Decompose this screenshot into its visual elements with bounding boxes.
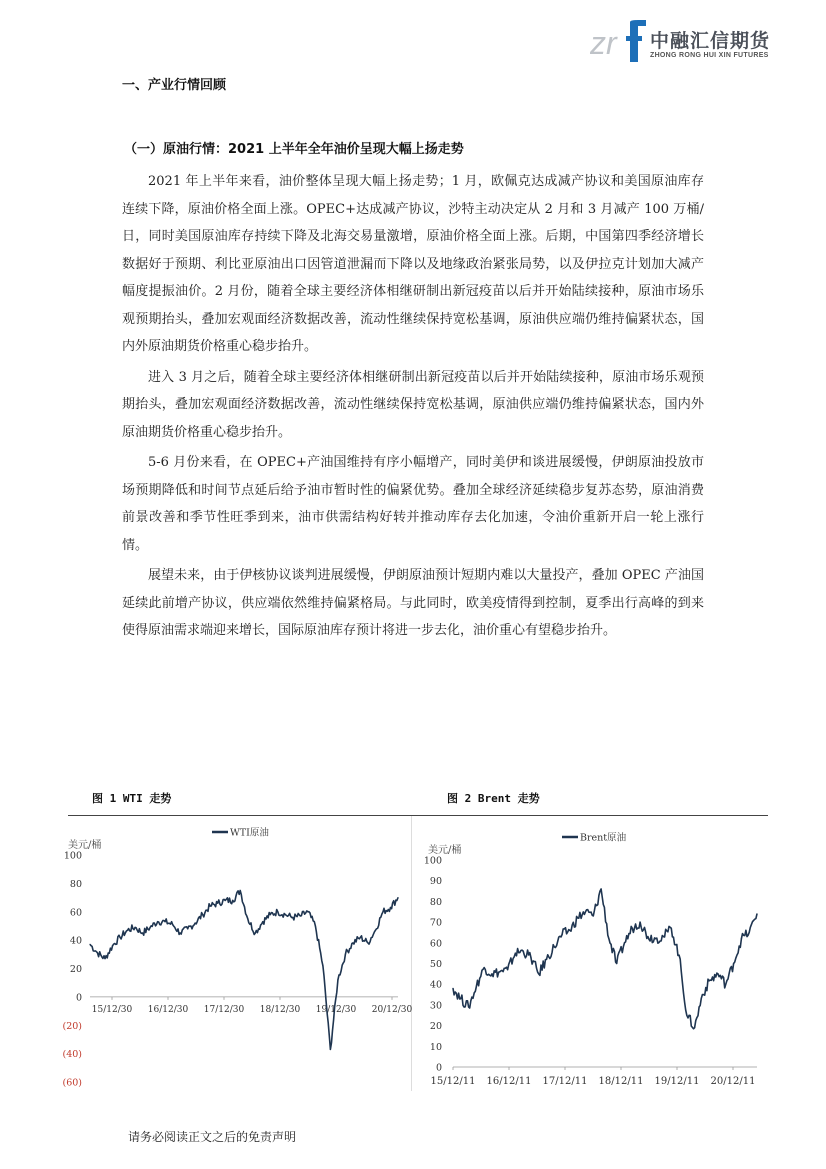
data-point (608, 938, 609, 939)
paragraph: 展望未来，由于伊核协议谈判进展缓慢，伊朗原油预计短期内难以大量投产，叠加 OPEC 产油国延续此前增产协议，供应端依然维持偏紧格局。与此同时，欧美疫情得到控制，夏季出行高峰的到来使得原油需求端迎来增长，国际原油库存预计将进一步去化，油价重心有望稳步抬升。 (122, 568, 704, 638)
data-point (694, 1027, 695, 1028)
data-point (247, 918, 248, 919)
data-point (142, 932, 143, 933)
y-tick-label: 80 (69, 878, 82, 890)
logo-chinese-name: 中融汇信期货 (650, 30, 771, 52)
company-logo (590, 20, 780, 66)
y-tick-label: 20 (69, 964, 82, 975)
data-point (240, 890, 241, 891)
y-tick-label: 90 (429, 876, 442, 888)
data-point (507, 969, 508, 970)
logo-english-name: ZHONG RONG HUI XIN FUTURES (650, 52, 769, 59)
data-point (232, 900, 233, 901)
section-title: 一、产业行情回顾 (122, 78, 227, 93)
data-point (554, 946, 555, 947)
x-tick-label: 19/12/11 (654, 1076, 700, 1087)
data-point (515, 953, 516, 954)
paragraph: 2021 年上半年来看，油价整体呈现大幅上扬走势；1 月，欧佩克达成减产协议和美国原油库存连续下降，原油价格全面上涨。OPEC+达成减产协议，沙特主动决定从 2 月和 3 月减产 100 万桶/日，同时美国原油库存持续下降及北海交易量激增，原油价格全面上涨。后期，中国第四季经济增长数据好于预期、利比亚原油出口因管道泄漏而下降以及地缘政治紧张局势，以及伊拉克计划加大减产幅度提振油价。2 月份，随着全球主要经济体相继研制出新冠疫苗以后并开始陆续接种，原油市场乐观预期抬头，叠加宏观面经济数据改善，流动性继续保持宽松基调，原油供应端仍维持偏紧状态，国内外原油期货价格重心稳步抬升。 (122, 174, 704, 354)
body-text (122, 168, 704, 648)
data-point (375, 930, 376, 931)
data-point (172, 924, 173, 925)
data-point (616, 963, 617, 964)
data-point (337, 979, 338, 980)
y-tick-label: 10 (429, 1041, 442, 1053)
data-point (593, 915, 594, 916)
data-point (322, 965, 323, 966)
data-point (262, 921, 263, 922)
x-tick-label: 20/12/11 (710, 1076, 756, 1087)
data-point (601, 888, 602, 889)
x-tick-label: 16/12/11 (486, 1076, 532, 1087)
data-point (270, 914, 271, 915)
series-line (90, 891, 398, 1050)
data-point (397, 897, 398, 898)
data-point (686, 1015, 687, 1016)
x-tick-label: 19/12/30 (315, 1005, 357, 1015)
footer-disclaimer: 请务必阅读正文之后的免责声明 (128, 1130, 297, 1144)
y-axis-unit-label: 美元/桶 (68, 840, 102, 851)
y-tick-label: 50 (429, 959, 442, 970)
data-point (149, 927, 150, 928)
svg-text:zr: zr (590, 25, 617, 61)
data-point (330, 1049, 331, 1050)
data-point (307, 911, 308, 912)
data-point (523, 950, 524, 951)
data-point (217, 903, 218, 904)
y-tick-label: 40 (429, 979, 442, 991)
y-tick-label: 100 (63, 850, 82, 862)
data-point (127, 930, 128, 931)
data-point (104, 958, 105, 959)
data-point (452, 988, 453, 989)
y-tick-label: 30 (429, 1000, 442, 1012)
data-point (546, 959, 547, 960)
data-point (733, 963, 734, 964)
data-point (180, 932, 181, 933)
y-tick-label: 70 (429, 917, 442, 929)
figure-divider (411, 816, 412, 1091)
data-point (632, 928, 633, 929)
y-tick-label: 80 (429, 896, 442, 908)
y-tick-label: (40) (62, 1049, 82, 1061)
legend-label: Brent原油 (580, 832, 627, 844)
data-point (165, 921, 166, 922)
data-point (484, 967, 485, 968)
data-point (562, 934, 563, 935)
data-point (499, 971, 500, 972)
data-point (655, 938, 656, 939)
data-point (360, 937, 361, 938)
data-point (647, 936, 648, 937)
data-point (315, 925, 316, 926)
y-tick-label: 0 (435, 1062, 442, 1074)
series-line (453, 889, 757, 1029)
figure-1-title: 图 1 WTI 走势 (92, 792, 172, 805)
data-point (225, 900, 226, 901)
x-tick-label: 15/12/11 (430, 1076, 476, 1087)
wti-chart (62, 818, 413, 1093)
data-point (749, 932, 750, 933)
data-point (89, 944, 90, 945)
data-point (119, 937, 120, 938)
paragraph: 5-6 月份来看，在 OPEC+产油国维持有序小幅增产，同时美伊和谈进展缓慢，伊朗原油投放市场预期降低和时间节点延后给予油市暂时性的偏紧优势。叠加全球经济延续稳步复苏态势，原油消费前景改善和季节性旺季到来，油市供需结构好转并推动库存去化加速，令油价重新开启一轮上涨行情。 (122, 455, 704, 553)
y-tick-label: 60 (69, 907, 82, 919)
x-tick-label: 17/12/11 (542, 1076, 588, 1087)
data-point (134, 927, 135, 928)
data-point (468, 1006, 469, 1007)
x-tick-label: 16/12/30 (147, 1005, 189, 1015)
data-point (663, 936, 664, 937)
y-tick-label: 20 (429, 1021, 442, 1033)
data-point (300, 915, 301, 916)
data-point (292, 917, 293, 918)
x-tick-label: 17/12/30 (203, 1005, 245, 1015)
x-tick-label: 15/12/30 (91, 1005, 133, 1015)
data-point (624, 942, 625, 943)
data-point (702, 994, 703, 995)
y-tick-label: 60 (429, 938, 442, 950)
x-tick-label: 20/12/30 (371, 1005, 413, 1015)
data-point (187, 928, 188, 929)
figure-rule (68, 815, 768, 816)
y-tick-label: 0 (75, 992, 82, 1004)
y-axis-unit-label: 美元/桶 (428, 845, 462, 856)
data-point (530, 957, 531, 958)
data-point (569, 930, 570, 931)
data-point (639, 922, 640, 923)
x-tick-label: 18/12/30 (259, 1005, 301, 1015)
y-tick-label: (60) (62, 1077, 82, 1089)
x-tick-label: 18/12/11 (598, 1076, 644, 1087)
data-point (538, 973, 539, 974)
data-point (756, 913, 757, 914)
subsection-title: （一）原油行情：2021 上半年全年油价呈现大幅上扬走势 (124, 142, 464, 157)
data-point (277, 911, 278, 912)
data-point (345, 954, 346, 955)
data-point (671, 928, 672, 929)
data-point (352, 942, 353, 943)
data-point (476, 986, 477, 987)
legend-label: WTI原油 (230, 827, 269, 839)
data-point (97, 952, 98, 953)
data-point (678, 955, 679, 956)
data-point (717, 973, 718, 974)
data-point (390, 907, 391, 908)
y-tick-label: 100 (423, 855, 442, 867)
data-point (112, 945, 113, 946)
zrf-logo-mark-icon (590, 20, 648, 66)
data-point (202, 914, 203, 915)
y-tick-label: 40 (69, 935, 82, 947)
data-point (195, 923, 196, 924)
figure-2-title: 图 2 Brent 走势 (447, 792, 540, 805)
data-point (367, 942, 368, 943)
data-point (382, 911, 383, 912)
data-point (585, 911, 586, 912)
data-point (491, 973, 492, 974)
data-point (577, 917, 578, 918)
data-point (460, 998, 461, 999)
data-point (255, 932, 256, 933)
data-point (157, 921, 158, 922)
paragraph: 进入 3 月之后，随着全球主要经济体相继研制出新冠疫苗以后并开始陆续接种，原油市场乐观预期抬头，叠加宏观面经济数据改善，流动性继续保持宽松基调，原油供应端仍维持偏紧状态，国内外原油期货价格重心稳步抬升。 (122, 369, 704, 440)
data-point (725, 984, 726, 985)
data-point (210, 905, 211, 906)
data-point (285, 914, 286, 915)
brent-chart (420, 818, 765, 1093)
data-point (741, 938, 742, 939)
data-point (710, 979, 711, 980)
y-tick-label: (20) (62, 1020, 82, 1032)
